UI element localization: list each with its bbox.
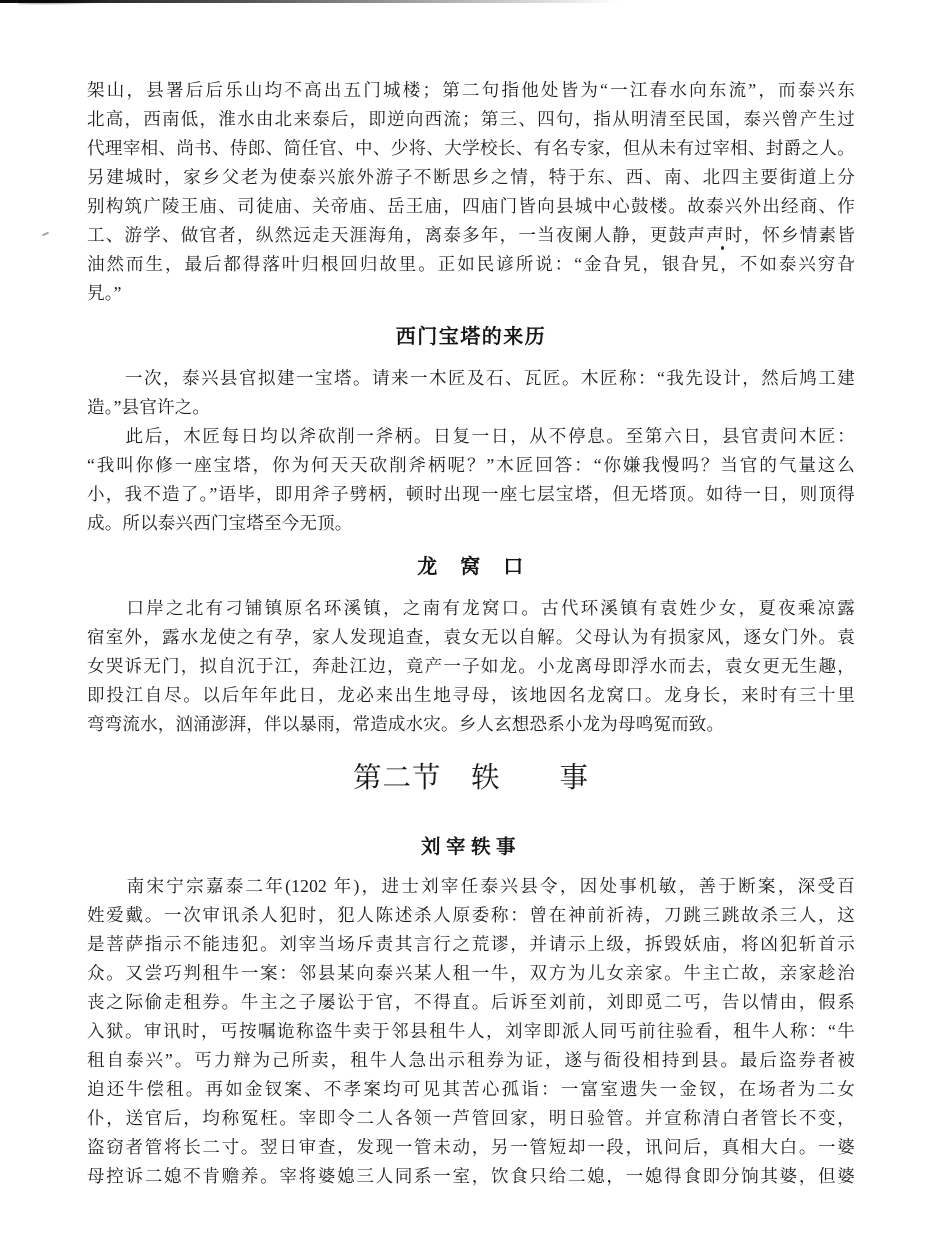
paragraph-pagoda-plan-line-2: 造。”县官许之。	[87, 397, 211, 417]
paragraph-longwokou-legend-line-4: 即投江自尽。以后年年此日，龙必来出生地寻母，该地因名龙窝口。龙身长，来时有三十里	[87, 685, 855, 705]
paragraph-hometown-legend-continued-line-6: 工、游学、做官者，纵然远走天涯海角，离泰多年，一当夜阑人静，更鼓声声时，怀乡情素皆	[87, 225, 855, 245]
paragraph-longwokou-legend-line-5: 弯弯流水，汹涌澎湃，伴以暴雨，常造成水灾。乡人玄想恐系小龙为母鸣冤而致。	[87, 714, 725, 734]
section-title-yishi: 第二节 轶 事	[352, 763, 589, 794]
paragraph-liuzai-yishi-line-11: 母控诉二媳不肯赡养。宰将婆媳三人同系一室，饮食只给二媳，一媳得食即分饷其婆，但婆	[87, 1166, 855, 1186]
paragraph-liuzai-yishi-line-4: 众。又尝巧判租牛一案：邻县某向泰兴某人租一牛，双方为儿女亲家。牛主亡故，亲家趁治	[87, 963, 855, 983]
scan-edge-corner-artifact	[18, 0, 108, 5]
paragraph-hometown-legend-continued-line-2: 北高，西南低，淮水由北来泰后，即逆向西流；第三、四句，指从明清至民国，泰兴曾产生过	[87, 109, 855, 129]
paragraph-longwokou-legend-line-2: 宿室外，露水龙使之有孕，家人发现追查，袁女无以自解。父母认为有损家风，逐女门外。袁	[87, 627, 855, 647]
heading-ximen-baota: 西门宝塔的来历	[395, 326, 547, 348]
paragraph-liuzai-yishi-line-9: 仆，送官后，均称冤枉。宰即令二人各领一芦管回家，明日验管。并宣称清白者管长不变，	[87, 1108, 855, 1128]
paragraph-hometown-legend-continued-line-8: 旯。”	[87, 283, 122, 303]
paragraph-pagoda-build-line-2: “我叫你修一座宝塔，你为何天天砍削斧柄呢？”木匠回答：“你嫌我慢吗？当官的气量这么	[87, 455, 855, 475]
paragraph-hometown-legend-continued-line-7: 油然而生，最后都得落叶归根回归故里。正如民谚所说：“金旮旯，银旮旯，不如泰兴穷旮	[87, 254, 855, 274]
paragraph-longwokou-legend-line-1: 口岸之北有刁铺镇原名环溪镇，之南有龙窝口。古代环溪镇有袁姓少女，夏夜乘凉露	[87, 598, 855, 618]
paragraph-liuzai-yishi-line-5: 丧之际偷走租券。牛主之子屡讼于官，不得直。后诉至刘前，刘即觅二丐，告以情由，假系	[87, 992, 855, 1012]
paragraph-liuzai-yishi-line-1: 南宋宁宗嘉泰二年(1202 年)，进士刘宰任泰兴县令，因处事机敏，善于断案，深受百	[87, 876, 855, 896]
paragraph-longwokou-legend	[87, 594, 855, 739]
paragraph-hometown-legend-continued-line-5: 别构筑广陵王庙、司徒庙、关帝庙、岳王庙，四庙门皆向县城中心鼓楼。故泰兴外出经商、作	[87, 196, 855, 216]
paragraph-hometown-legend-continued-line-3: 代理宰相、尚书、侍郎、简任官、中、少将、大学校长、有名专家，但从未有过宰相、封爵之人。	[87, 138, 855, 158]
paragraph-pagoda-build-line-1: 此后，木匠每日均以斧砍削一斧柄。日复一日，从不停息。至第六日，县官责问木匠：	[87, 426, 855, 446]
paragraph-longwokou-legend-line-3: 女哭诉无门，拟自沉于江，奔赴江边，竟产一子如龙。小龙离母即浮水而去，袁女更无生趣，	[87, 656, 855, 676]
paragraph-hometown-legend-continued-line-1: 架山，县署后后乐山均不高出五门城楼；第二句指他处皆为“一江春水向东流”，而泰兴东	[87, 80, 855, 100]
paragraph-liuzai-yishi-line-6: 入狱。审讯时，丐按嘱诡称盗牛卖于邻县租牛人，刘宰即派人同丐前往验看，租牛人称：“牛	[87, 1021, 855, 1041]
paragraph-liuzai-yishi-line-7: 租自泰兴”。丐力辩为己所卖，租牛人急出示租券为证，遂与衙役相持到县。最后盗券者被	[87, 1050, 855, 1070]
page-content	[87, 76, 855, 1191]
subheading-liuzai-yishi: 刘宰轶事	[420, 836, 521, 858]
paragraph-liuzai-yishi-line-2: 姓爱戴。一次审讯杀人犯时，犯人陈述杀人原委称：曾在神前祈祷，刀跳三跳故杀三人，这	[87, 905, 855, 925]
paragraph-liuzai-yishi-line-3: 是菩萨指示不能违犯。刘宰当场斥责其言行之荒谬，并请示上级，拆毁妖庙，将凶犯斩首示	[87, 934, 855, 954]
paragraph-pagoda-build-line-4: 成。所以泰兴西门宝塔至今无顶。	[87, 513, 353, 533]
paragraph-hometown-legend-continued	[87, 76, 855, 308]
paragraph-pagoda-plan-line-1: 一次，泰兴县官拟建一宝塔。请来一木匠及石、瓦匠。木匠称：“我先设计，然后鸠工建	[87, 368, 855, 388]
paragraph-liuzai-yishi-line-8: 迫还牛偿租。再如金钗案、不孝案均可见其苦心孤诣：一富室遗失一金钗，在场者为二女	[87, 1079, 855, 1099]
paragraph-liuzai-yishi	[87, 872, 855, 1191]
paragraph-pagoda-build	[87, 422, 855, 538]
paragraph-pagoda-build-line-3: 小，我不造了。”语毕，即用斧子劈柄，顿时出现一座七层宝塔，但无塔顶。如待一日，则顶得	[87, 484, 855, 504]
heading-longwokou: 龙 窝 口	[417, 556, 525, 578]
paragraph-pagoda-plan	[87, 364, 855, 422]
scan-speck-margin	[42, 232, 49, 236]
paragraph-liuzai-yishi-line-10: 盗窃者管将长二寸。翌日审查，发现一管未动，另一管短却一段，讯问后，真相大白。一婆	[87, 1137, 855, 1157]
paragraph-hometown-legend-continued-line-4: 另建城时，家乡父老为使泰兴旅外游子不断思乡之情，特于东、西、南、北四主要街道上分	[87, 167, 855, 187]
